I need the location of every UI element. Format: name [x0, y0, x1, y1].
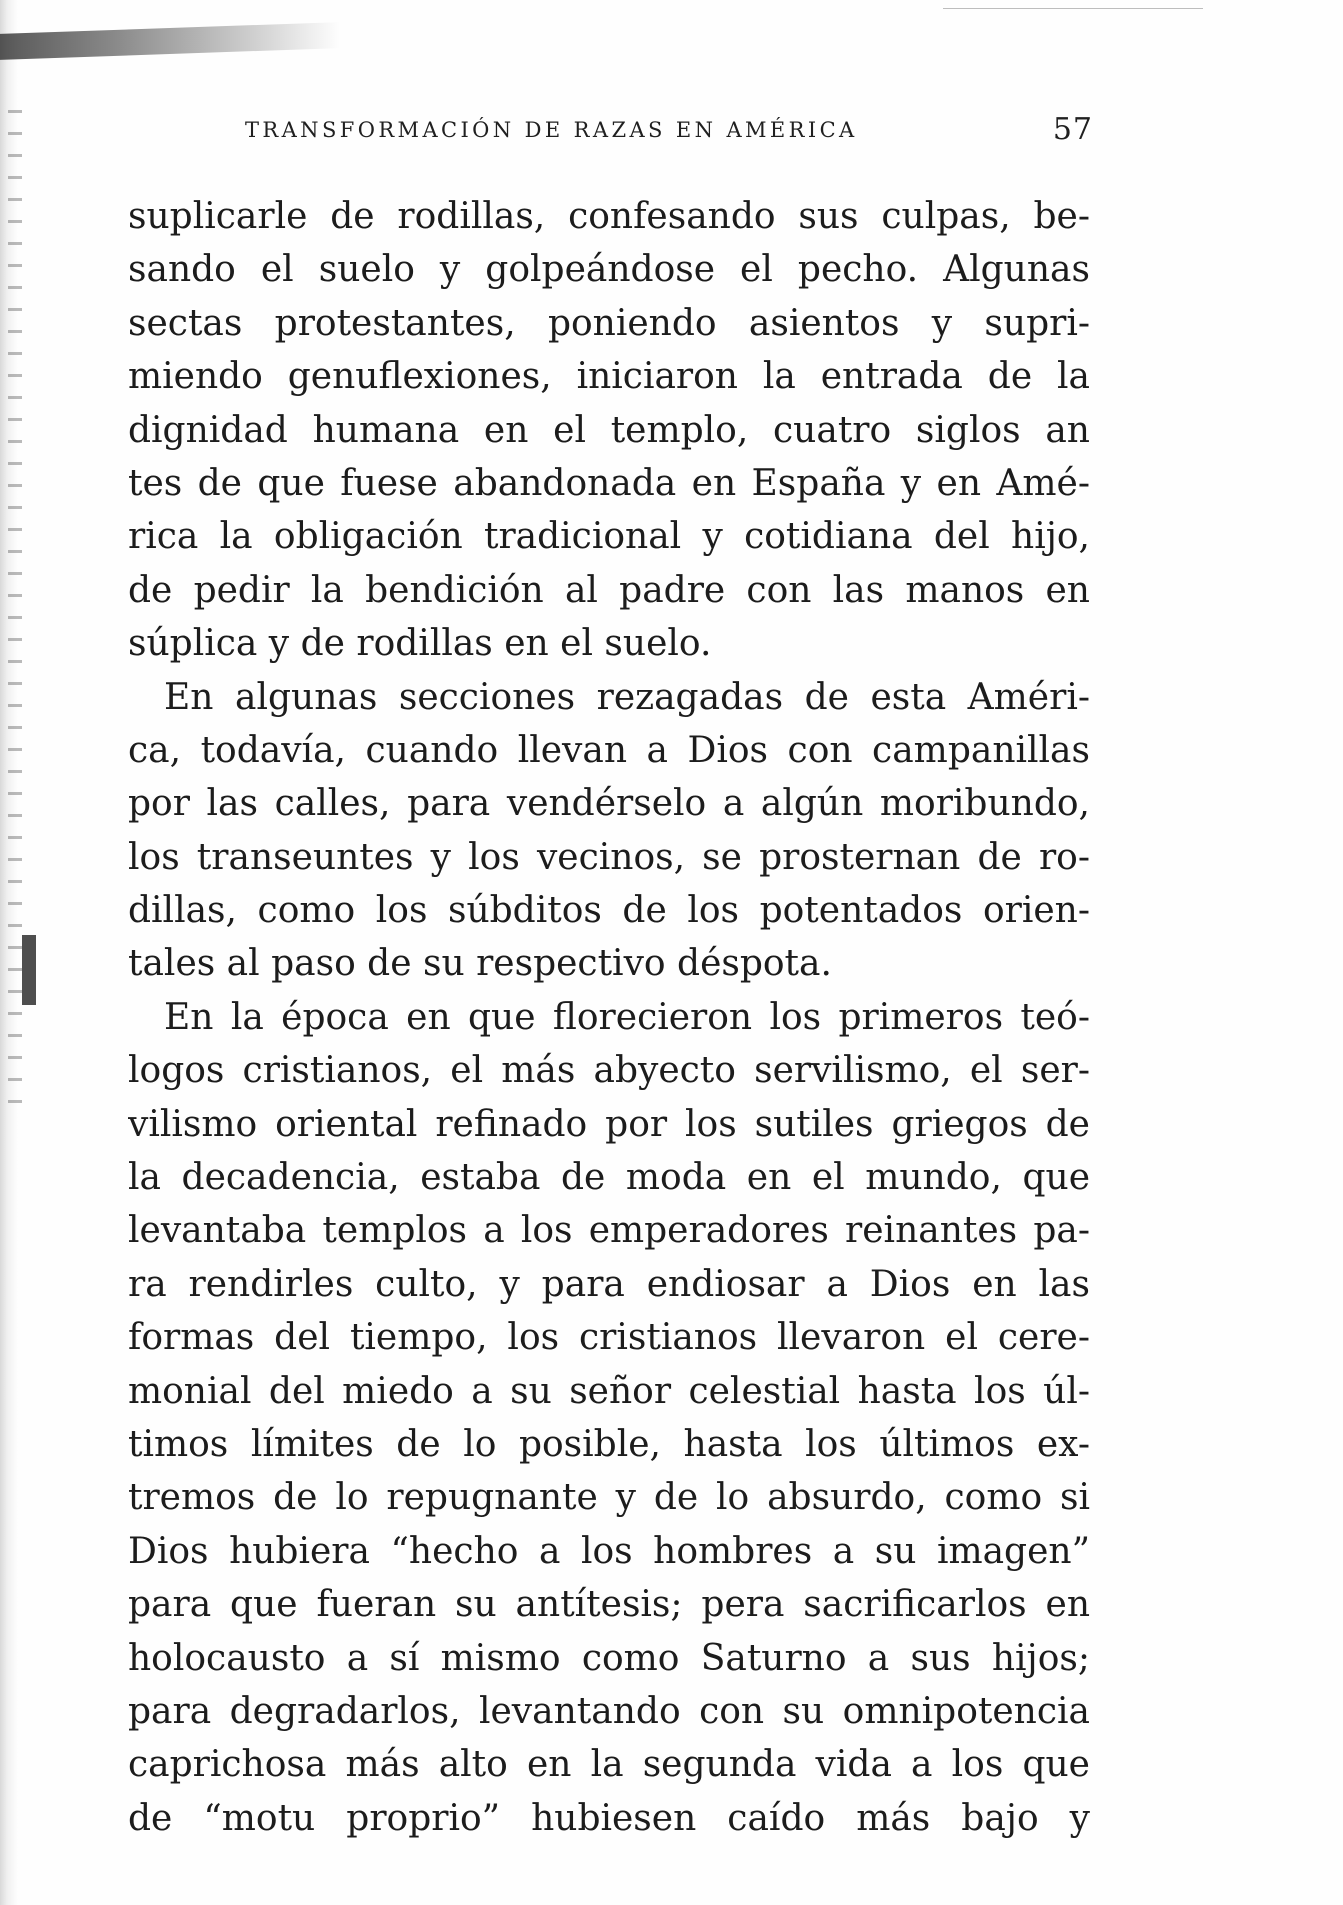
text-line: caprichosa más alto en la segunda vida a los que [128, 1744, 1090, 1786]
paragraph-start-line: En la época en que florecieron los primeros teó- [164, 996, 1090, 1038]
text-line: ca, todavía, cuando llevan a Dios con campanillas [128, 729, 1090, 771]
text-line: rica la obligación tradicional y cotidiana del hijo, [128, 516, 1090, 558]
text-line: de “motu proprio” hubiesen caído más bajo y [128, 1797, 1090, 1839]
text-line: logos cristianos, el más abyecto servilismo, el ser- [128, 1050, 1090, 1092]
running-head [245, 108, 1093, 148]
scan-artifact-dots [8, 110, 22, 1110]
text-line: sectas protestantes, poniendo asientos y supri- [128, 302, 1090, 344]
text-line: vilismo oriental refinado por los sutiles griegos de [128, 1103, 1090, 1145]
paragraph-end-line: súplica y de rodillas en el suelo. [128, 623, 712, 665]
text-line: sando el suelo y golpeándose el pecho. Algunas [128, 249, 1090, 291]
page-number: 57 [1052, 112, 1093, 147]
text-line: tes de que fuese abandonada en España y en Amé- [128, 462, 1090, 504]
text-line: Dios hubiera “hecho a los hombres a su imagen” [128, 1530, 1090, 1572]
text-line: dignidad humana en el templo, cuatro siglos an [128, 409, 1090, 451]
text-line: de pedir la bendición al padre con las manos en [128, 569, 1090, 611]
text-line: la decadencia, estaba de moda en el mundo, que [128, 1157, 1090, 1199]
scan-artifact-rule [943, 8, 1203, 9]
text-line: miendo genuflexiones, iniciaron la entrada de la [128, 356, 1090, 398]
paragraph-end-line: tales al paso de su respectivo déspota. [128, 943, 832, 985]
body-text [128, 190, 1090, 1845]
text-line: los transeuntes y los vecinos, se prosternan de ro- [128, 836, 1090, 878]
text-line: suplicarle de rodillas, confesando sus culpas, be- [128, 196, 1090, 237]
scan-artifact-mid [22, 935, 36, 1005]
text-line: dillas, como los súbditos de los potentados orien- [128, 890, 1090, 932]
text-line: levantaba templos a los emperadores reinantes pa- [128, 1210, 1090, 1252]
text-line: timos límites de lo posible, hasta los últimos ex- [128, 1423, 1090, 1465]
paragraph-start-line: En algunas secciones rezagadas de esta Améri- [164, 676, 1090, 718]
running-title: TRANSFORMACIÓN DE RAZAS EN AMÉRICA [245, 118, 858, 142]
text-line: formas del tiempo, los cristianos llevaron el cere- [128, 1317, 1090, 1359]
scan-artifact-top [0, 22, 340, 60]
text-line: ra rendirles culto, y para endiosar a Dios en las [128, 1263, 1090, 1305]
text-line: holocausto a sí mismo como Saturno a sus hijos; [128, 1637, 1090, 1679]
text-line: para que fueran su antítesis; pera sacrificarlos en [128, 1584, 1090, 1626]
text-line: monial del miedo a su señor celestial hasta los úl- [128, 1370, 1090, 1412]
text-line: por las calles, para vendérselo a algún moribundo, [128, 783, 1090, 825]
text-line: para degradarlos, levantando con su omnipotencia [128, 1690, 1090, 1732]
text-line: tremos de lo repugnante y de lo absurdo, como si [128, 1477, 1090, 1519]
